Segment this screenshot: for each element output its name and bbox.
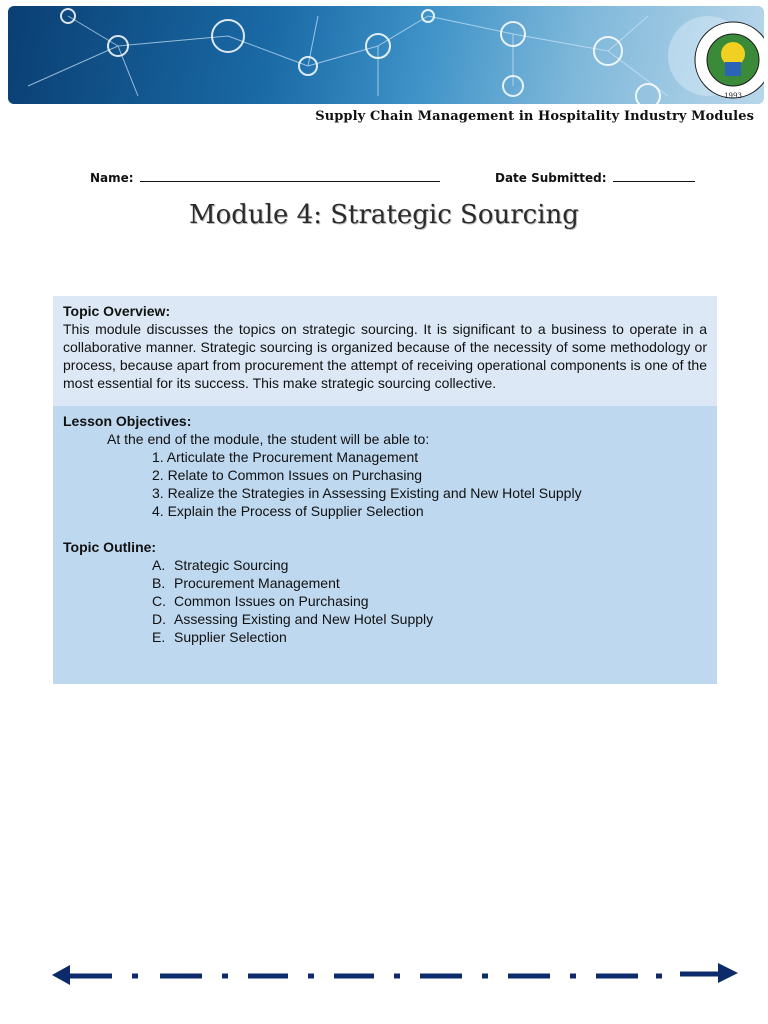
- student-form: [0, 170, 768, 190]
- outline-heading: Topic Outline:: [63, 539, 157, 555]
- date-field[interactable]: [495, 170, 695, 185]
- outline-letter: D.: [152, 611, 166, 627]
- name-blank[interactable]: [140, 170, 440, 182]
- college-seal-icon: [693, 12, 764, 104]
- objective-item: 3. Realize the Strategies in Assessing Existing and New Hotel Supply: [152, 485, 582, 501]
- outline-text: Assessing Existing and New Hotel Supply: [174, 611, 434, 627]
- lesson-box: [53, 406, 717, 684]
- outline-text: Strategic Sourcing: [174, 557, 289, 573]
- date-label: Date Submitted:: [495, 171, 607, 185]
- outline-letter: A.: [152, 557, 166, 573]
- running-head: Supply Chain Management in Hospitality Industry Modules: [315, 109, 754, 124]
- outline-item: [63, 556, 707, 574]
- outline-letter: E.: [152, 629, 166, 645]
- outline-letter: C.: [152, 593, 166, 609]
- overview-heading: Topic Overview:: [63, 303, 171, 319]
- outline-item: [63, 610, 707, 628]
- objective-item: 2. Relate to Common Issues on Purchasing: [152, 467, 423, 483]
- seal-year: 1993: [724, 92, 742, 100]
- outline-letter: B.: [152, 575, 166, 591]
- objectives-intro: At the end of the module, the student will be able to:: [107, 431, 430, 447]
- page-title: Module 4: Strategic Sourcing: [189, 200, 579, 230]
- objective-item: 1. Articulate the Procurement Management: [152, 449, 419, 465]
- topic-overview-box: [53, 296, 717, 406]
- outline-item: [63, 574, 707, 592]
- date-blank[interactable]: [613, 170, 695, 182]
- outline-text: Supplier Selection: [174, 629, 287, 645]
- objectives-heading: Lesson Objectives:: [63, 413, 192, 429]
- outline-item: [63, 592, 707, 610]
- overview-text: This module discusses the topics on strategic sourcing. It is significant to a business to operate in a collaborative manner. Strategic sourcing is organized because of the necessity of some methodology or process, because apart from procurement the attempt of receiving operational components is one of the most essential for its success. This make strategic sourcing collective.: [63, 321, 707, 391]
- outline-item: [63, 628, 707, 646]
- double-arrow-icon: [52, 960, 738, 990]
- name-label: Name:: [90, 171, 134, 185]
- objective-item: 4. Explain the Process of Supplier Selection: [152, 503, 424, 519]
- network-graphic: [8, 6, 764, 104]
- name-field[interactable]: [90, 170, 440, 185]
- outline-text: Procurement Management: [174, 575, 340, 591]
- outline-text: Common Issues on Purchasing: [174, 593, 369, 609]
- header-banner: [8, 6, 764, 104]
